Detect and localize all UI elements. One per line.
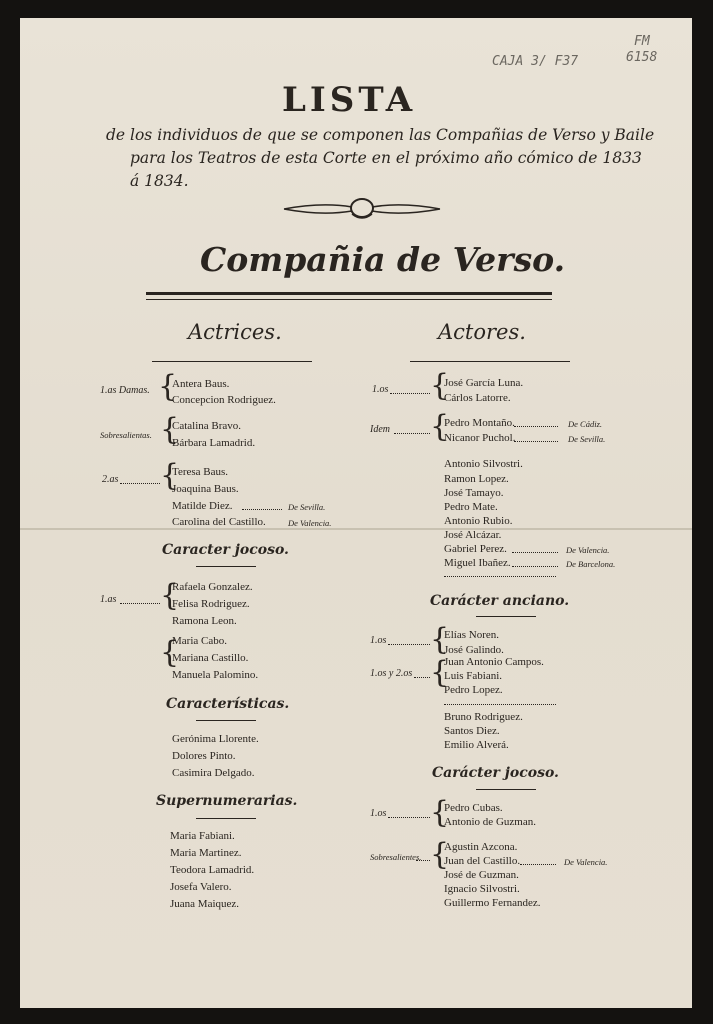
origin: De Valencia. <box>564 857 608 867</box>
actriz-name: Matilde Diez. <box>172 500 233 512</box>
actriz-name: Carolina del Castillo. <box>172 516 266 528</box>
actriz-name: Teresa Baus. <box>172 466 229 478</box>
brace: { <box>430 409 450 444</box>
brace: { <box>160 635 180 670</box>
actor-name: José Tamayo. <box>444 487 504 499</box>
actor-name: José Galindo. <box>444 644 504 656</box>
paper-fold <box>20 528 692 530</box>
actriz-name: Josefa Valero. <box>170 881 232 893</box>
jocoso-label: 1.os <box>370 808 387 819</box>
actor-name: Antonio de Guzman. <box>444 816 536 828</box>
brace: { <box>160 412 180 447</box>
actor-name: Ramon Lopez. <box>444 473 509 485</box>
origin: De Sevilla. <box>568 434 606 444</box>
actriz-name: Manuela Palomino. <box>172 669 259 681</box>
actriz-name: Maria Cabo. <box>172 635 227 647</box>
damas-label: 1.as Damas. <box>100 385 150 396</box>
actriz-name: Antera Baus. <box>172 378 230 390</box>
actrices-rule <box>152 361 312 362</box>
actor-name: Pedro Montaño. <box>444 417 515 429</box>
actriz-name: Casimira Delgado. <box>172 767 255 779</box>
origin: De Sevilla. <box>288 502 326 512</box>
actor-name: Elías Noren. <box>444 629 499 641</box>
brace: { <box>430 368 450 403</box>
sobresalientes-label: Sobresalientes. <box>370 852 422 862</box>
actor-name: Gabriel Perez. <box>444 543 507 555</box>
brace: { <box>430 622 450 657</box>
actriz-name: Rafaela Gonzalez. <box>172 581 253 593</box>
actor-name: José de Guzman. <box>444 869 519 881</box>
actor-name: Pedro Cubas. <box>444 802 503 814</box>
intro-line-1: de los individuos de que se componen las Compañias de Verso y Baile <box>106 126 655 144</box>
ornament-divider <box>282 194 442 224</box>
anciano-label-1: 1.os <box>370 635 387 646</box>
actrices-heading: Actrices. <box>188 320 282 344</box>
actor-name: Ignacio Silvostri. <box>444 883 520 895</box>
brace: { <box>160 458 180 493</box>
actor-name: Emilio Alverá. <box>444 739 509 751</box>
actriz-name: Bárbara Lamadrid. <box>172 437 256 449</box>
actor-name: Nicanor Puchol. <box>444 432 516 444</box>
actriz-name: Catalina Bravo. <box>172 420 242 432</box>
segundas-label: 2.as <box>102 474 119 485</box>
company-rule-thin <box>146 299 552 300</box>
actor-name: José Alcázar. <box>444 529 502 541</box>
section-heading: Caracter jocoso. <box>162 542 289 558</box>
actriz-name: Dolores Pinto. <box>172 750 236 762</box>
actor-name: Bruno Rodriguez. <box>444 711 523 723</box>
actor-name: Miguel Ibañez. <box>444 557 511 569</box>
actor-name: Pedro Mate. <box>444 501 498 513</box>
brace: { <box>430 795 450 830</box>
sobresalientas-label: Sobresalientas. <box>100 430 152 440</box>
company-rule-thick <box>146 292 552 295</box>
intro-line-2: para los Teatros de esta Corte en el próximo año cómico de 1833 <box>130 149 642 167</box>
actriz-name: Teodora Lamadrid. <box>170 864 255 876</box>
origin: De Barcelona. <box>566 559 616 569</box>
actor-name: Guillermo Fernandez. <box>444 897 541 909</box>
document-page <box>20 18 692 1008</box>
primeros-label: 1.os <box>372 384 389 395</box>
archive-reference: CAJA 3/ F37 <box>492 54 579 69</box>
actor-name: Luis Fabiani. <box>444 670 503 682</box>
actriz-name: Maria Fabiani. <box>170 830 235 842</box>
brace: { <box>430 655 450 690</box>
actriz-name: Joaquina Baus. <box>172 483 239 495</box>
actriz-name: Felisa Rodriguez. <box>172 598 250 610</box>
actor-name: Santos Diez. <box>444 725 500 737</box>
actriz-name: Gerónima Llorente. <box>172 733 259 745</box>
company-title: Compañia de Verso. <box>200 240 566 279</box>
brace: { <box>160 578 180 613</box>
brace: { <box>158 369 178 404</box>
intro-line-3: á 1834. <box>130 172 189 190</box>
actores-rule <box>410 361 570 362</box>
actor-name: Juan Antonio Campos. <box>444 656 544 668</box>
actriz-name: Ramona Leon. <box>172 615 237 627</box>
section-heading: Carácter anciano. <box>430 593 570 609</box>
section-heading: Supernumerarias. <box>156 793 298 809</box>
section-heading: Características. <box>166 696 290 712</box>
anciano-label-2: 1.os y 2.os <box>370 668 413 679</box>
brace: { <box>430 837 450 872</box>
fm-number: 6158 <box>626 50 658 65</box>
idem-label: Idem <box>370 424 390 435</box>
actor-name: Antonio Silvostri. <box>444 458 523 470</box>
origin: De Valencia. <box>288 518 332 528</box>
actriz-name: Mariana Castillo. <box>172 652 249 664</box>
origin: De Cádiz. <box>568 419 602 429</box>
actriz-name: Juana Maiquez. <box>170 898 240 910</box>
actor-name: Agustin Azcona. <box>444 841 518 853</box>
page-title: LISTA <box>282 80 417 120</box>
actriz-name: Concepcion Rodriguez. <box>172 394 276 406</box>
actriz-name: Maria Martinez. <box>170 847 242 859</box>
actor-name: Juan del Castillo. <box>444 855 521 867</box>
actor-name: José García Luna. <box>444 377 524 389</box>
origin: De Valencia. <box>566 545 610 555</box>
actor-name: Pedro Lopez. <box>444 684 503 696</box>
jocoso-label: 1.as <box>100 594 117 605</box>
actor-name: Cárlos Latorre. <box>444 392 511 404</box>
fm-label: FM <box>634 34 650 49</box>
actor-name: Antonio Rubio. <box>444 515 513 527</box>
section-heading: Carácter jocoso. <box>432 765 559 781</box>
actores-heading: Actores. <box>438 320 526 344</box>
